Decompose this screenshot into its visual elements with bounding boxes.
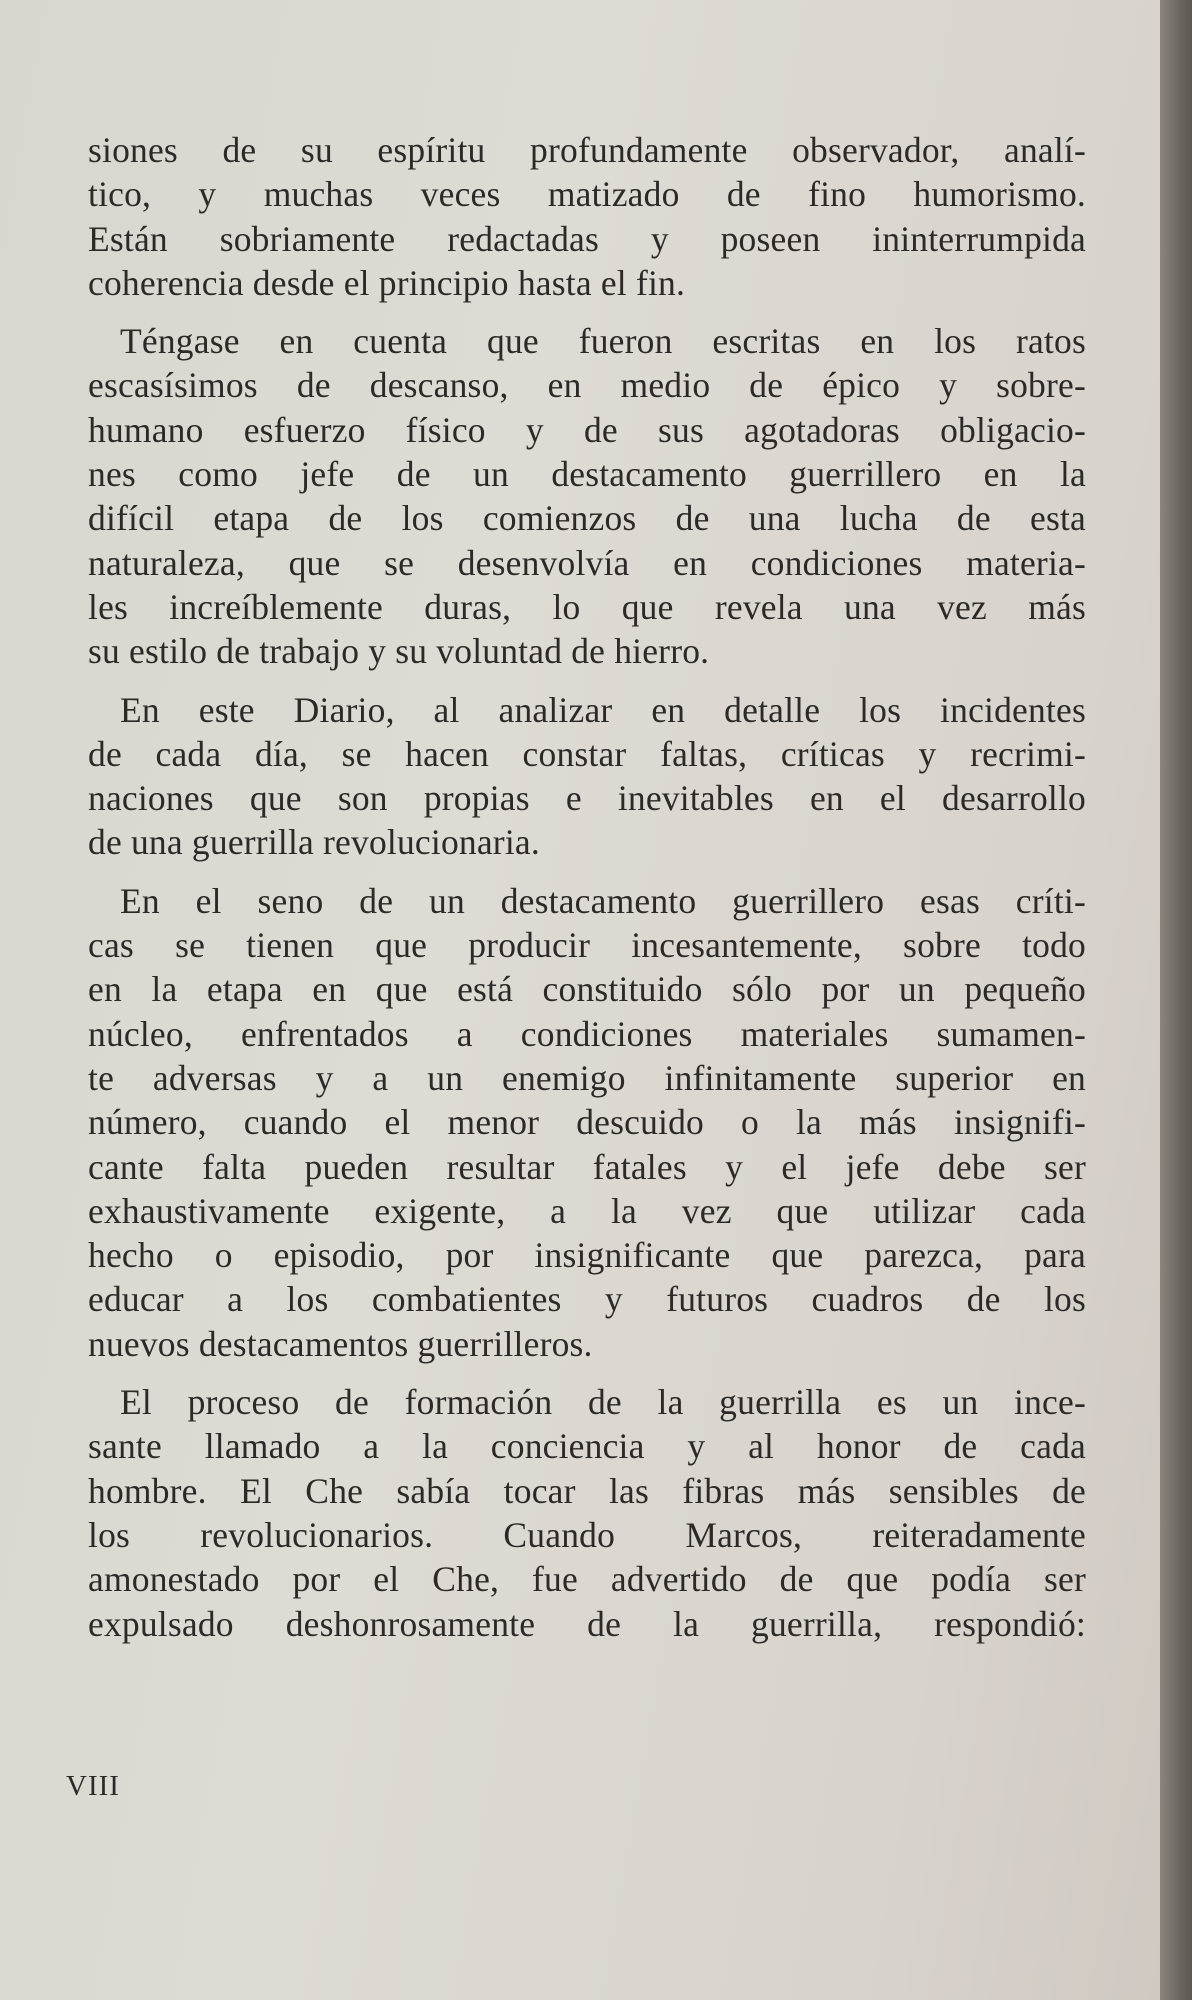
text-line: les increíblemente duras, lo que revela una vez más	[88, 586, 1086, 627]
text-line: amonestado por el Che, fue advertido de que podía ser	[88, 1559, 1086, 1600]
text-line: nes como jefe de un destacamento guerrillero en la	[88, 454, 1086, 495]
text-line: Están sobriamente redactadas y poseen ininterrumpida	[88, 218, 1086, 259]
paragraph-1	[88, 128, 1086, 305]
text-line: En este Diario, al analizar en detalle los incidentes	[120, 689, 1086, 730]
text-line: humano esfuerzo físico y de sus agotadoras obligacio-	[88, 409, 1086, 450]
paragraph-5	[88, 1380, 1086, 1646]
text-line: los revolucionarios. Cuando Marcos, reiteradamente	[88, 1514, 1086, 1555]
text-line: nuevos destacamentos guerrilleros.	[88, 1323, 593, 1364]
text-line: de cada día, se hacen constar faltas, críticas y recrimi-	[88, 733, 1086, 774]
text-line: de una guerrilla revolucionaria.	[88, 822, 540, 863]
text-line: educar a los combatientes y futuros cuadros de los	[88, 1279, 1086, 1320]
text-line: naciones que son propias e inevitables en el desarrollo	[88, 778, 1086, 819]
text-line: sante llamado a la conciencia y al honor de cada	[88, 1426, 1086, 1467]
text-line: En el seno de un destacamento guerrillero esas críti-	[120, 880, 1086, 921]
text-line: escasísimos de descanso, en medio de épico y sobre-	[88, 365, 1086, 406]
text-line: siones de su espíritu profundamente observador, analí-	[88, 130, 1086, 170]
text-line: Téngase en cuenta que fueron escritas en los ratos	[120, 321, 1086, 362]
text-line: coherencia desde el principio hasta el fin.	[88, 262, 686, 303]
page-edge-shadow	[1160, 0, 1192, 2000]
text-line: difícil etapa de los comienzos de una lucha de esta	[88, 498, 1086, 539]
text-line: número, cuando el menor descuido o la más insignifi-	[88, 1102, 1086, 1143]
text-line: exhaustivamente exigente, a la vez que utilizar cada	[88, 1190, 1086, 1231]
text-line: hombre. El Che sabía tocar las fibras más sensibles de	[88, 1470, 1086, 1511]
text-line: El proceso de formación de la guerrilla es un ince-	[120, 1382, 1086, 1423]
text-line: tico, y muchas veces matizado de fino humorismo.	[88, 174, 1086, 215]
paragraph-3	[88, 688, 1086, 865]
text-line: cante falta pueden resultar fatales y el jefe debe ser	[88, 1146, 1086, 1187]
text-line: naturaleza, que se desenvolvía en condiciones materia-	[88, 542, 1086, 583]
paragraph-4	[88, 879, 1086, 1366]
paragraph-2	[88, 319, 1086, 673]
body-text	[88, 128, 1086, 1660]
text-line: te adversas y a un enemigo infinitamente superior en	[88, 1057, 1086, 1098]
page-number: VIII	[66, 1770, 120, 1802]
text-line: hecho o episodio, por insignificante que parezca, para	[88, 1235, 1086, 1276]
text-line: cas se tienen que producir incesantemente, sobre todo	[88, 925, 1086, 966]
text-line: su estilo de trabajo y su voluntad de hierro.	[88, 631, 710, 672]
text-line: núcleo, enfrentados a condiciones materiales sumamen-	[88, 1013, 1086, 1054]
text-line: expulsado deshonrosamente de la guerrilla, respondió:	[88, 1603, 1086, 1644]
text-line: en la etapa en que está constituido sólo por un pequeño	[88, 969, 1086, 1010]
